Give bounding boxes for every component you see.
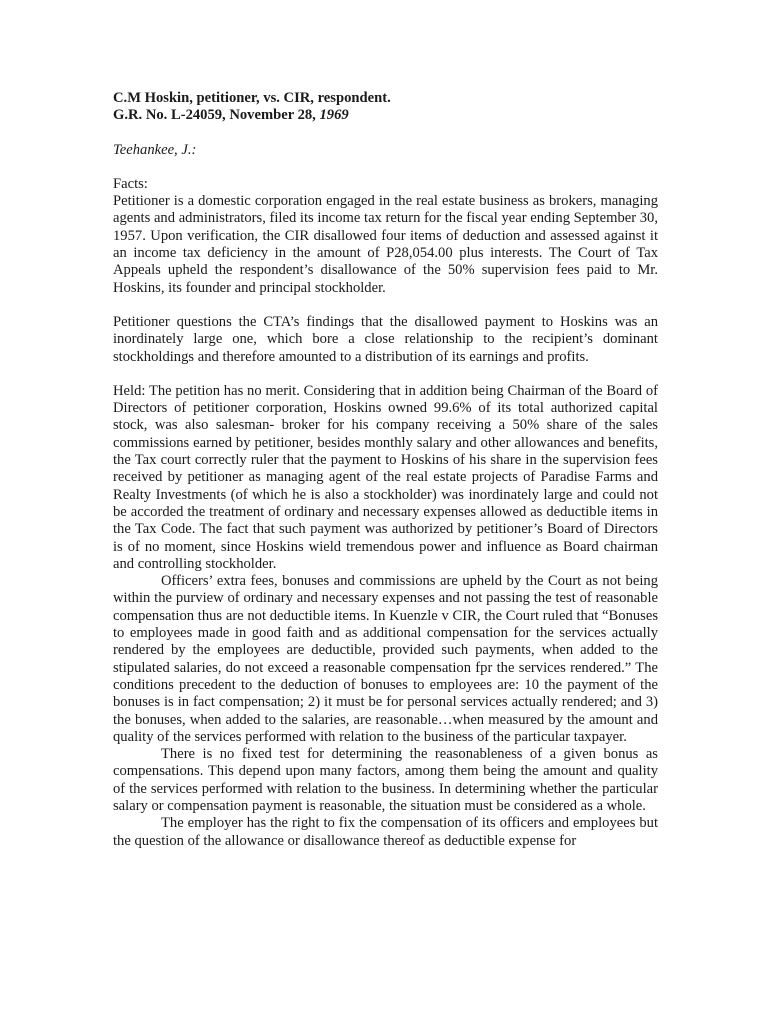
case-title-text: C.M Hoskin, petitioner, vs. CIR, respondent. bbox=[113, 90, 391, 106]
case-year: 1969 bbox=[319, 107, 349, 124]
held-paragraph-1: Held: The petition has no merit. Considering that in addition being Chairman of the Board of Directors of petitioner corporation, Hoskins owned 99.6% of its total authorized capital stock, was also salesman- broker for his company receiving a 50% share of the sales commissions earned by petitioner, besides monthly salary and other allowances and benefits, the Tax court correctly ruler that the payment to Hoskins of his share in the supervision fees received by petitioner as managing agent of the real estate projects of Paradise Farms and Realty Investments (of which he is also a stockholder) was inordinately large and could not be accorded the treatment of ordinary and necessary expenses allowed as deductible items in the Tax Code. The fact that such payment was authorized by petitioner’s Board of Directors is of no moment, since Hoskins wield tremendous power and influence as Board chairman and controlling stockholder. bbox=[113, 382, 658, 572]
ponente: Teehankee, J.: bbox=[113, 141, 197, 158]
facts-paragraph-1: Petitioner is a domestic corporation engaged in the real estate business as brokers, managing agents and administrators, filed its income tax return for the fiscal year ending September 30, 1957. Upon verification, the CIR disallowed four items of deduction and assessed against it an income tax deficiency in the amount of P28,054.00 plus interests. The Court of Tax Appeals upheld the respondent’s disallowance of the 50% supervision fees paid to Mr. Hoskins, its founder and principal stockholder. bbox=[113, 193, 658, 296]
facts-paragraph-2: Petitioner questions the CTA’s findings that the disallowed payment to Hoskins was an inordinately large one, which bore a close relationship to the recipient’s dominant stockholdings and therefore amounted to a distribution of its earnings and profits. bbox=[113, 313, 658, 365]
held-paragraph-3: There is no fixed test for determining the reasonableness of a given bonus as compensations. This depend upon many factors, among them being the amount and quality of the services performed with relation to the business. In determining whether the particular salary or compensation payment is reasonable, the situation must be considered as a whole. bbox=[113, 746, 658, 814]
case-citation-text: G.R. No. L-24059, November 28, bbox=[113, 107, 320, 124]
case-citation bbox=[113, 107, 658, 124]
held-paragraph-2: Officers’ extra fees, bonuses and commissions are upheld by the Court as not being within the purview of ordinary and necessary expenses and not passing the test of reasonable compensation thus are not deductible items. In Kuenzle v CIR, the Court ruled that “Bonuses to employees made in good faith and as additional compensation for the services actually rendered by the employees are deductible, provided such payments, when added to the stipulated salaries, do not exceed a reasonable compensation fpr the services rendered.” The conditions precedent to the deduction of bonuses to employees are: 10 the payment of the bonuses is in fact compensation; 2) it must be for personal services actually rendered; and 3) the bonuses, when added to the salaries, are reasonable…when measured by the amount and quality of the services performed with relation to the business of the particular taxpayer. bbox=[113, 573, 658, 745]
held-paragraph-4: The employer has the right to fix the compensation of its officers and employees but the question of the allowance or disallowance thereof as deductible expense for bbox=[113, 815, 658, 849]
document-page bbox=[113, 90, 658, 850]
case-title bbox=[113, 90, 658, 107]
facts-heading: Facts: bbox=[113, 175, 148, 192]
